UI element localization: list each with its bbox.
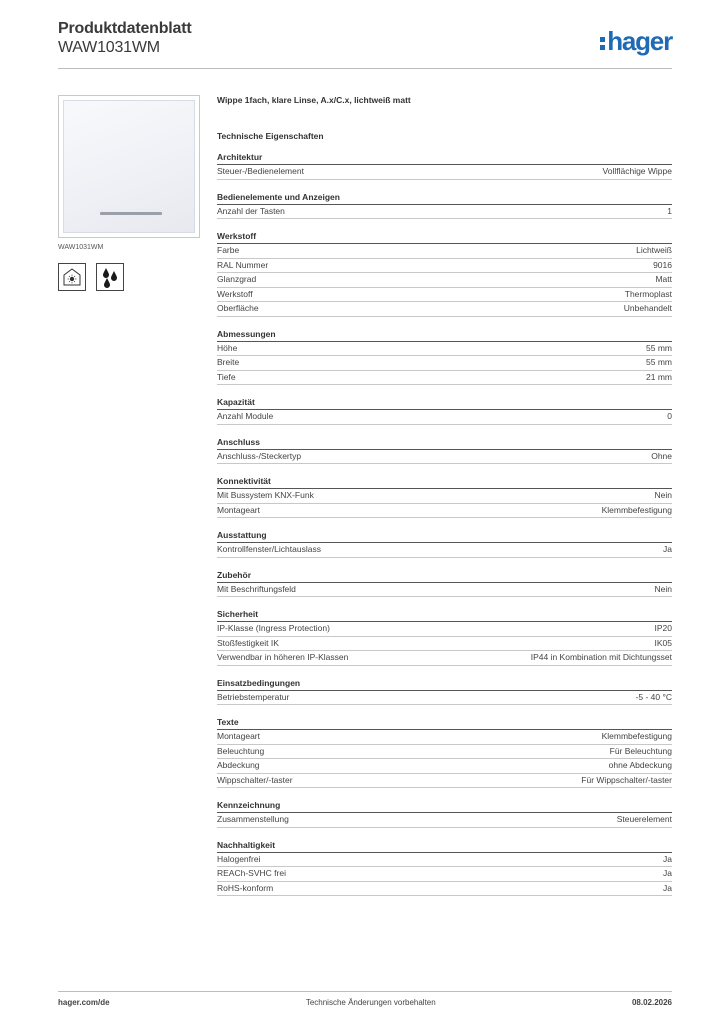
property-row (217, 450, 672, 465)
property-row (217, 244, 672, 259)
property-value: Klemmbefestigung (601, 504, 672, 515)
property-label: Wippschalter/-taster (217, 774, 293, 785)
property-value: -5 - 40 °C (635, 691, 672, 702)
property-value: Steuerelement (616, 814, 672, 824)
property-row (217, 774, 672, 789)
property-group (217, 476, 672, 518)
property-row (217, 288, 672, 303)
product-description: Wippe 1fach, klare Linse, A.x/C.x, lichtweiß matt (217, 95, 411, 105)
property-label: Breite (217, 357, 240, 367)
group-title: Abmessungen (217, 329, 672, 342)
property-group (217, 570, 672, 598)
property-group (217, 397, 672, 425)
property-label: Anschluss-/Steckertyp (217, 450, 302, 461)
property-row (217, 205, 672, 220)
property-group (217, 152, 672, 180)
property-row (217, 730, 672, 745)
property-label: Kontrollfenster/Lichtauslass (217, 544, 321, 554)
group-title: Architektur (217, 152, 672, 165)
group-title: Kapazität (217, 397, 672, 410)
property-value: Ja (663, 544, 672, 554)
property-value: IP44 in Kombination mit Dichtungsset (530, 652, 672, 662)
property-group (217, 678, 672, 706)
property-row (217, 882, 672, 897)
property-label: Anzahl Module (217, 411, 274, 421)
group-title: Anschluss (217, 437, 672, 450)
property-row (217, 813, 672, 828)
property-label: Oberfläche (217, 303, 259, 313)
property-label: Zusammenstellung (217, 814, 289, 824)
property-group (217, 231, 672, 317)
property-value: ohne Abdeckung (608, 760, 672, 770)
property-row (217, 543, 672, 558)
group-title: Zubehör (217, 570, 672, 583)
header-divider (58, 68, 672, 69)
property-label: Stoßfestigkeit IK (217, 637, 279, 648)
group-title: Kennzeichnung (217, 800, 672, 813)
property-value: 9016 (653, 259, 672, 270)
property-group (217, 800, 672, 828)
property-row (217, 356, 672, 371)
property-row (217, 410, 672, 425)
property-value: Für Wippschalter/-taster (581, 774, 672, 785)
property-group (217, 192, 672, 220)
property-label: Mit Beschriftungsfeld (217, 583, 296, 594)
property-value: Ja (663, 868, 672, 878)
section-heading: Technische Eigenschaften (217, 131, 324, 141)
group-title: Bedienelemente und Anzeigen (217, 192, 672, 205)
product-image (58, 95, 200, 238)
property-row (217, 651, 672, 666)
indoor-light-icon (58, 263, 86, 291)
property-value: Vollflächige Wippe (602, 166, 672, 176)
property-group (217, 329, 672, 386)
property-icons (58, 263, 124, 291)
property-label: Farbe (217, 245, 240, 255)
group-title: Einsatzbedingungen (217, 678, 672, 691)
property-row (217, 165, 672, 180)
property-row (217, 342, 672, 357)
property-value: 21 mm (646, 371, 672, 382)
property-label: Betriebstemperatur (217, 691, 290, 702)
property-groups (217, 152, 672, 896)
property-label: Beleuchtung (217, 745, 265, 756)
property-label: Abdeckung (217, 760, 260, 770)
property-row (217, 504, 672, 519)
property-value: Lichtweiß (636, 245, 672, 255)
property-row (217, 853, 672, 868)
property-group (217, 609, 672, 666)
property-label: IP-Klasse (Ingress Protection) (217, 623, 330, 633)
footer-date: 08.02.2026 (631, 998, 672, 1007)
property-label: Höhe (217, 342, 238, 353)
property-value: 55 mm (646, 342, 672, 353)
property-value: Unbehandelt (623, 303, 672, 313)
property-value: Ja (663, 853, 672, 864)
property-label: RoHS-konform (217, 882, 274, 893)
group-title: Sicherheit (217, 609, 672, 622)
property-value: 55 mm (646, 357, 672, 367)
property-row (217, 489, 672, 504)
logo-dots-icon (600, 37, 605, 50)
property-row (217, 259, 672, 274)
property-label: Anzahl der Tasten (217, 205, 285, 216)
property-value: IP20 (654, 623, 672, 633)
property-row (217, 583, 672, 598)
property-row (217, 637, 672, 652)
property-label: REACh-SVHC frei (217, 868, 286, 878)
main-content (217, 95, 672, 896)
property-value: Thermoplast (624, 288, 672, 299)
property-label: Werkstoff (217, 288, 253, 299)
property-value: Nein (654, 583, 672, 594)
property-value: Ja (663, 882, 672, 893)
property-row (217, 302, 672, 317)
property-label: Tiefe (217, 371, 236, 382)
property-row (217, 691, 672, 706)
property-value: 0 (667, 411, 672, 421)
water-drops-icon (96, 263, 124, 291)
document-footer (58, 998, 672, 1007)
hager-logo (600, 28, 672, 54)
property-group (217, 530, 672, 558)
property-label: Montageart (217, 731, 260, 741)
property-value: 1 (667, 205, 672, 216)
product-code: WAW1031WM (58, 39, 160, 56)
property-label: Montageart (217, 504, 260, 515)
group-title: Nachhaltigkeit (217, 840, 672, 853)
property-group (217, 840, 672, 897)
property-label: Glanzgrad (217, 274, 257, 284)
property-value: Für Beleuchtung (609, 745, 672, 756)
property-row (217, 622, 672, 637)
rocker-switch-illustration (63, 100, 195, 233)
property-label: Steuer-/Bedienelement (217, 166, 304, 176)
property-value: IK05 (654, 637, 672, 648)
property-row (217, 371, 672, 386)
product-image-caption: WAW1031WM (58, 244, 104, 251)
property-value: Klemmbefestigung (601, 731, 672, 741)
property-row (217, 759, 672, 774)
lens-indicator (100, 212, 162, 215)
footer-notice: Technische Änderungen vorbehalten (305, 998, 436, 1007)
property-row (217, 745, 672, 760)
property-row (217, 867, 672, 882)
property-label: Halogenfrei (217, 853, 261, 864)
footer-divider (58, 991, 672, 992)
footer-website[interactable]: hager.com/de (58, 998, 110, 1007)
property-label: Mit Bussystem KNX-Funk (217, 490, 314, 500)
group-title: Texte (217, 717, 672, 730)
property-value: Ohne (651, 450, 672, 461)
group-title: Ausstattung (217, 530, 672, 543)
property-value: Nein (654, 490, 672, 500)
group-title: Konnektivität (217, 476, 672, 489)
document-title: Produktdatenblatt (58, 20, 192, 37)
property-label: RAL Nummer (217, 259, 269, 270)
property-label: Verwendbar in höheren IP-Klassen (217, 652, 349, 662)
property-group (217, 717, 672, 788)
group-title: Werkstoff (217, 231, 672, 244)
document-header (58, 20, 192, 57)
property-row (217, 273, 672, 288)
logo-text: hager (607, 26, 672, 56)
property-value: Matt (655, 274, 672, 284)
property-group (217, 437, 672, 465)
